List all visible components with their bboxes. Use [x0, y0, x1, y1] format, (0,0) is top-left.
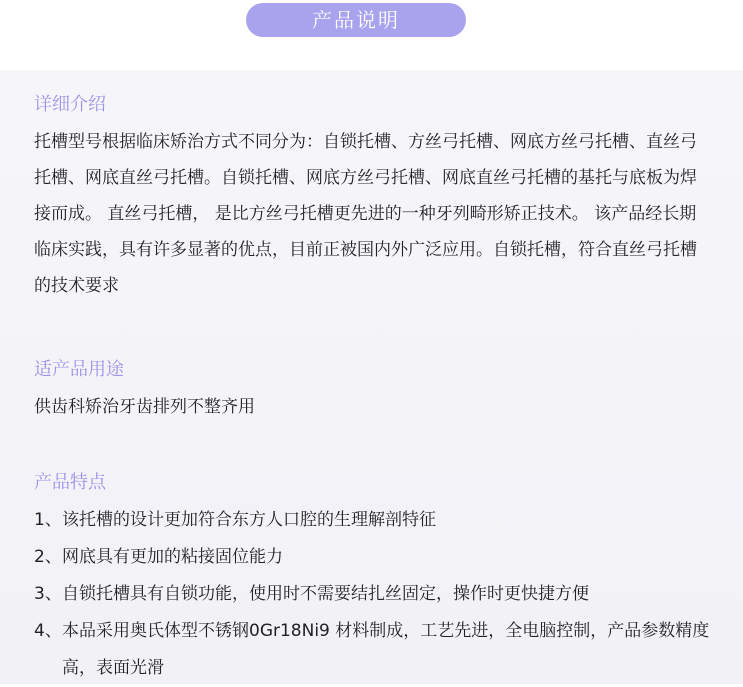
list-item-number: 1、 [34, 510, 62, 530]
list-item-number: 2、 [34, 547, 62, 567]
list-item [34, 502, 710, 539]
list-item-number: 3、 [34, 584, 62, 604]
list-item-number: 4、 [34, 621, 62, 641]
list-item [34, 576, 710, 613]
list-item [34, 613, 710, 687]
details-paragraph: 托槽型号根据临床矫治方式不同分为：自锁托槽、方丝弓托槽、网底方丝弓托槽、直丝弓托槽、网底直丝弓托槽。自锁托槽、网底方丝弓托槽、网底直丝弓托槽的基托与底板为焊接而成。 直丝弓托槽， 是比方丝弓托槽更先进的一种牙列畸形矫正技术。 该产品经长期临床实践，具有许多显著的优点，目前正被国内外广泛应用。自锁托槽，符合直丝弓托槽的技术要求 [34, 132, 697, 296]
section-heading-usage: 适产品用途 [34, 359, 124, 380]
header-band [0, 0, 743, 70]
features-list [34, 502, 710, 687]
list-item-text: 该托槽的设计更加符合东方人口腔的生理解剖特征 [62, 510, 436, 530]
list-item [34, 539, 710, 576]
list-item-text: 网底具有更加的粘接固位能力 [62, 547, 283, 567]
list-item-text: 自锁托槽具有自锁功能，使用时不需要结扎丝固定，操作时更快捷方便 [62, 584, 589, 604]
usage-paragraph: 供齿科矫治牙齿排列不整齐用 [34, 397, 255, 417]
page-title: 产品说明 [246, 3, 466, 37]
section-heading-features: 产品特点 [34, 472, 106, 493]
section-heading-details: 详细介绍 [34, 94, 106, 115]
list-item-text: 本品采用奥氏体型不锈钢0Gr18Ni9 材料制成，工艺先进，全电脑控制，产品参数精度高，表面光滑 [62, 621, 710, 678]
